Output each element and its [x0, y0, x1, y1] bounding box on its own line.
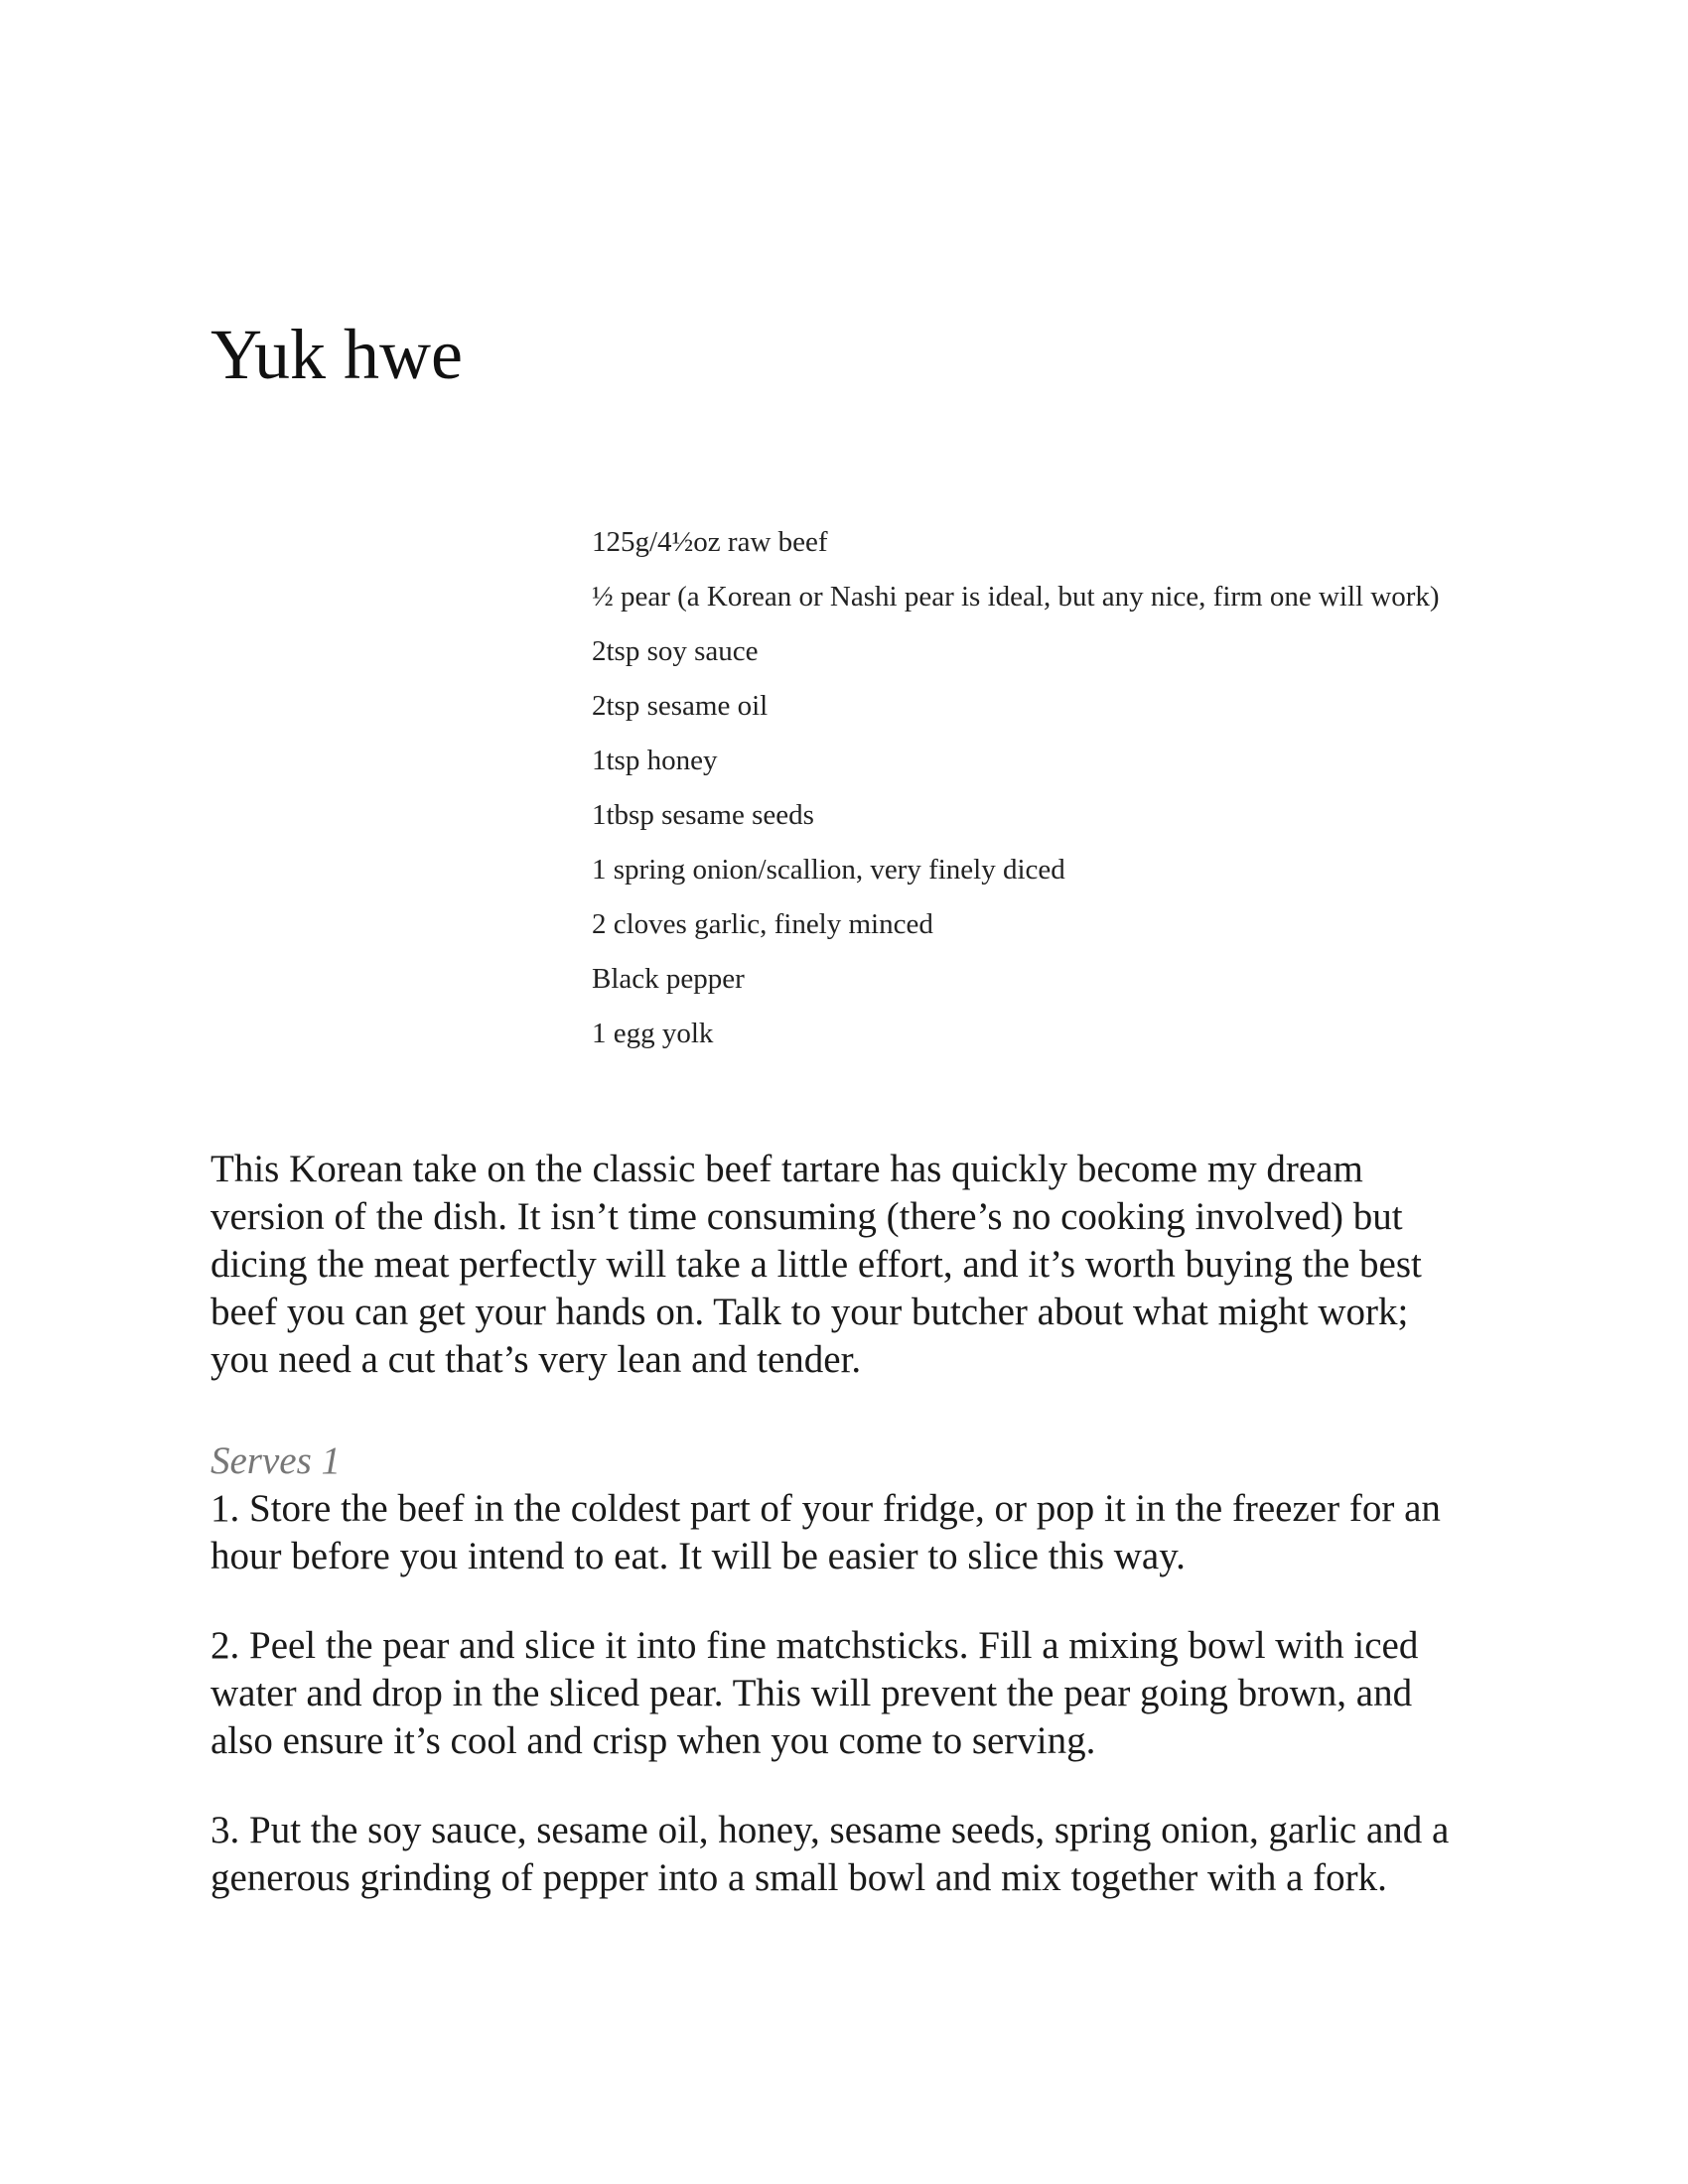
ingredient-list: [592, 518, 1446, 1064]
serves-label: Serves 1: [211, 1439, 342, 1482]
ingredient-item: 1 egg yolk: [592, 1018, 714, 1049]
ingredient-item: ½ pear (a Korean or Nashi pear is ideal, but any nice, firm one will work): [592, 581, 1440, 613]
recipe-intro: This Korean take on the classic beef tartare has quickly become my dream version of the dish. It isn’t time consuming (there’s no cooking involved) but dicing the meat perfectly will take a little effort, and it’s worth buying the best beef you can get your hands on. Talk to your butcher about what might work; you need a cut that’s very lean and tender.: [211, 1148, 1422, 1381]
ingredient-item: 2 cloves garlic, finely minced: [592, 908, 933, 940]
ingredient-item: 2tsp soy sauce: [592, 635, 759, 667]
ingredient-item: 1tbsp sesame seeds: [592, 799, 814, 831]
ingredient-item: 1tsp honey: [592, 745, 718, 776]
method-steps: [211, 1485, 1462, 1944]
method-step: 2. Peel the pear and slice it into fine matchsticks. Fill a mixing bowl with iced water and drop in the sliced pear. This will prevent the pear going brown, and also ensure it’s cool and crisp when you come to serving.: [211, 1624, 1419, 1762]
ingredient-item: 125g/4½oz raw beef: [592, 526, 828, 558]
ingredient-item: 2tsp sesame oil: [592, 690, 769, 722]
ingredient-item: Black pepper: [592, 963, 745, 995]
method-step: 1. Store the beef in the coldest part of your fridge, or pop it in the freezer for an hour before you intend to eat. It will be easier to slice this way.: [211, 1487, 1441, 1577]
recipe-title: Yuk hwe: [211, 315, 463, 394]
ingredient-item: 1 spring onion/scallion, very finely diced: [592, 854, 1065, 886]
method-step: 3. Put the soy sauce, sesame oil, honey, sesame seeds, spring onion, garlic and a generous grinding of pepper into a small bowl and mix together with a fork.: [211, 1809, 1450, 1899]
